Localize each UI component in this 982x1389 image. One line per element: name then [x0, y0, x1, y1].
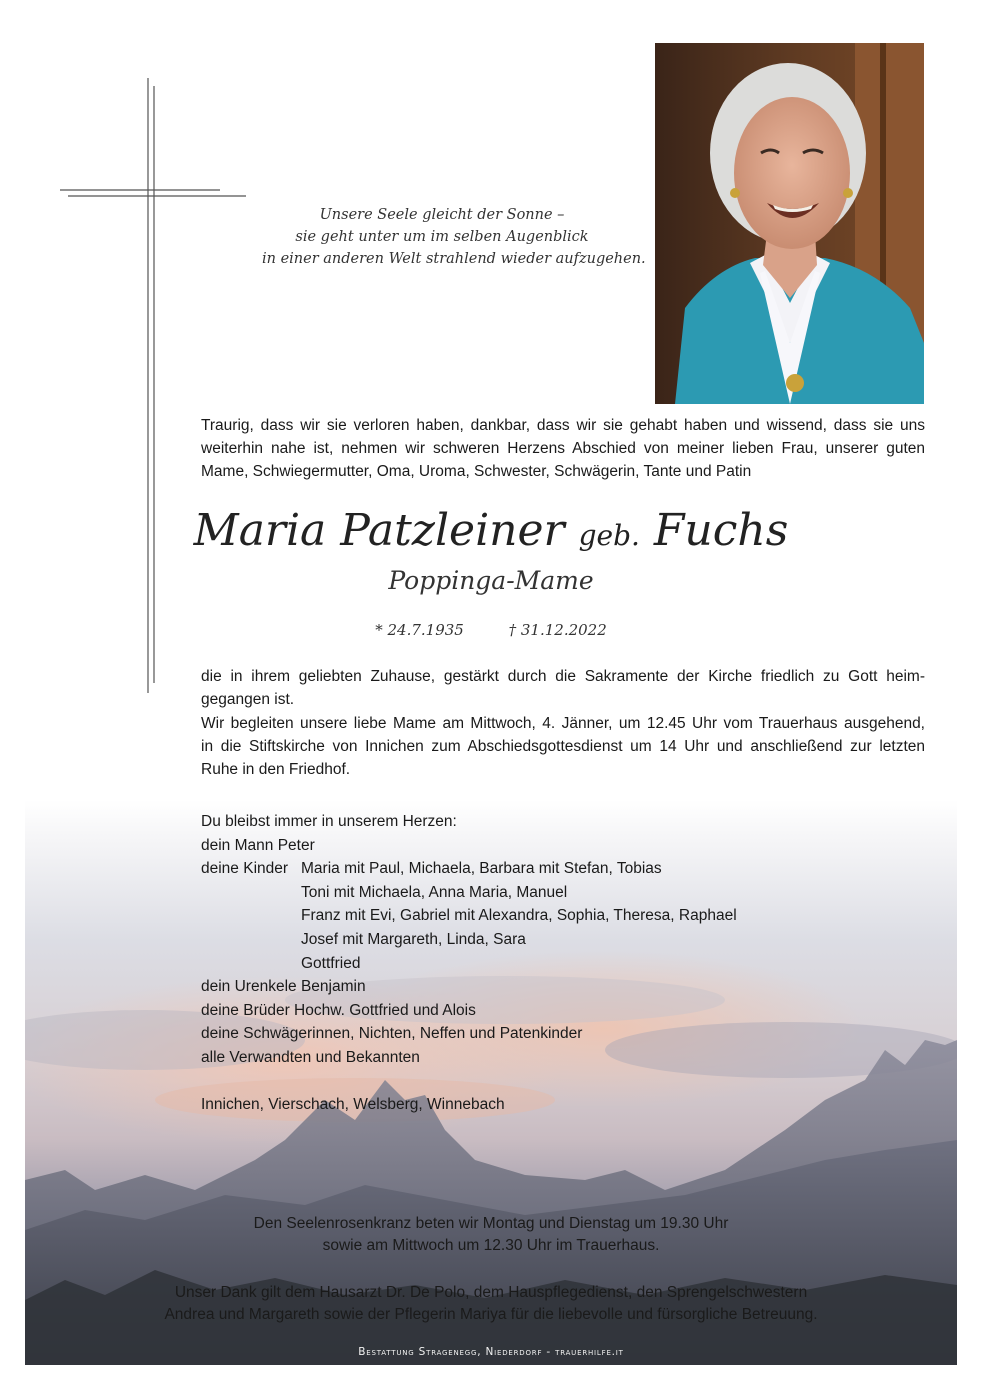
relative: deine Brüder Hochw. Gottfried und Alois [201, 1001, 476, 1019]
portrait-photo [655, 43, 924, 404]
announcement-line: die in ihrem geliebten Zuhause, gestärkt durch die Sakramente der Kirche friedlich zu Gott heim- [201, 668, 925, 685]
relative: deine Schwägerinnen, Nichten, Neffen und Patenkinder [201, 1025, 583, 1043]
relative: dein Urenkele Benjamin [201, 978, 366, 996]
death-date: † 31.12.2022 [508, 621, 607, 639]
announcement-line: Wir begleiten unsere liebe Mame am Mittwoch, 4. Jänner, um 12.45 Uhr vom Trauerhaus ausgehend, [201, 714, 925, 732]
husband: dein Mann Peter [201, 836, 315, 854]
deceased-name-text: Maria Patzleiner [193, 505, 565, 556]
nickname: Poppinga-Mame [388, 566, 594, 595]
children-row [201, 857, 925, 881]
survivors-list [201, 810, 925, 1117]
announcement-text [201, 665, 925, 781]
thanks-text [25, 1282, 957, 1326]
child-family: Maria mit Paul, Michaela, Barbara mit Stefan, Tobias [301, 860, 662, 878]
announcement-line: gegangen ist. [201, 691, 295, 709]
quote-line: sie geht unter um im selben Augenblick [295, 229, 589, 245]
quote [262, 204, 646, 270]
child-family: Gottfried [301, 954, 361, 972]
rosary-line: Den Seelenrosenkranz beten wir Montag und Dienstag um 19.30 Uhr [253, 1215, 729, 1232]
intro-line: weiterhin nahe ist, nehmen wir schweren Herzens Abschied von meiner lieben Frau, unserer guten [201, 440, 925, 457]
life-dates [0, 621, 982, 639]
announcement-line: in die Stiftskirche von Innichen zum Abschiedsgottesdienst um 14 Uhr und anschließend zur letzten [201, 737, 925, 755]
birth-date: * 24.7.1935 [375, 621, 464, 639]
relative: alle Verwandten und Bekannten [201, 1048, 420, 1066]
places: Innichen, Vierschach, Welsberg, Winnebach [201, 1096, 505, 1114]
thanks-line: Andrea und Margareth sowie der Pflegerin Mariya für die liebevolle und fürsorgliche Betreuung. [164, 1306, 818, 1323]
maiden-name: Fuchs [653, 505, 789, 556]
rosary-text [25, 1213, 957, 1257]
deceased-name [0, 505, 982, 556]
intro-text [201, 414, 925, 483]
intro-line: Traurig, dass wir sie verloren haben, dankbar, dass wir sie gehabt haben und wissend, dass sie uns [201, 417, 925, 434]
born-label: geb. [578, 519, 640, 552]
quote-line: Unsere Seele gleicht der Sonne – [319, 207, 565, 223]
footer-credit: Bestattung Stragenegg, Niederdorf - trauerhilfe.it [358, 1346, 624, 1358]
child-family: Franz mit Evi, Gabriel mit Alexandra, Sophia, Theresa, Raphael [301, 907, 737, 925]
child-family: Josef mit Margareth, Linda, Sara [301, 930, 526, 948]
rosary-line: sowie am Mittwoch um 12.30 Uhr im Trauerhaus. [322, 1237, 660, 1254]
children-label: deine Kinder [201, 860, 289, 878]
intro-line: Mame, Schwiegermutter, Oma, Uroma, Schwester, Schwägerin, Tante und Patin [201, 463, 752, 480]
announcement-line: Ruhe in den Friedhof. [201, 761, 351, 779]
survivors-heading: Du bleibst immer in unserem Herzen: [201, 813, 457, 830]
thanks-line: Unser Dank gilt dem Hausarzt Dr. De Polo, dem Hauspflegedienst, den Sprengelschwestern [174, 1284, 808, 1301]
quote-line: in einer anderen Welt strahlend wieder aufzugehen. [262, 251, 646, 267]
child-family: Toni mit Michaela, Anna Maria, Manuel [301, 883, 568, 901]
cross-icon [60, 78, 250, 693]
